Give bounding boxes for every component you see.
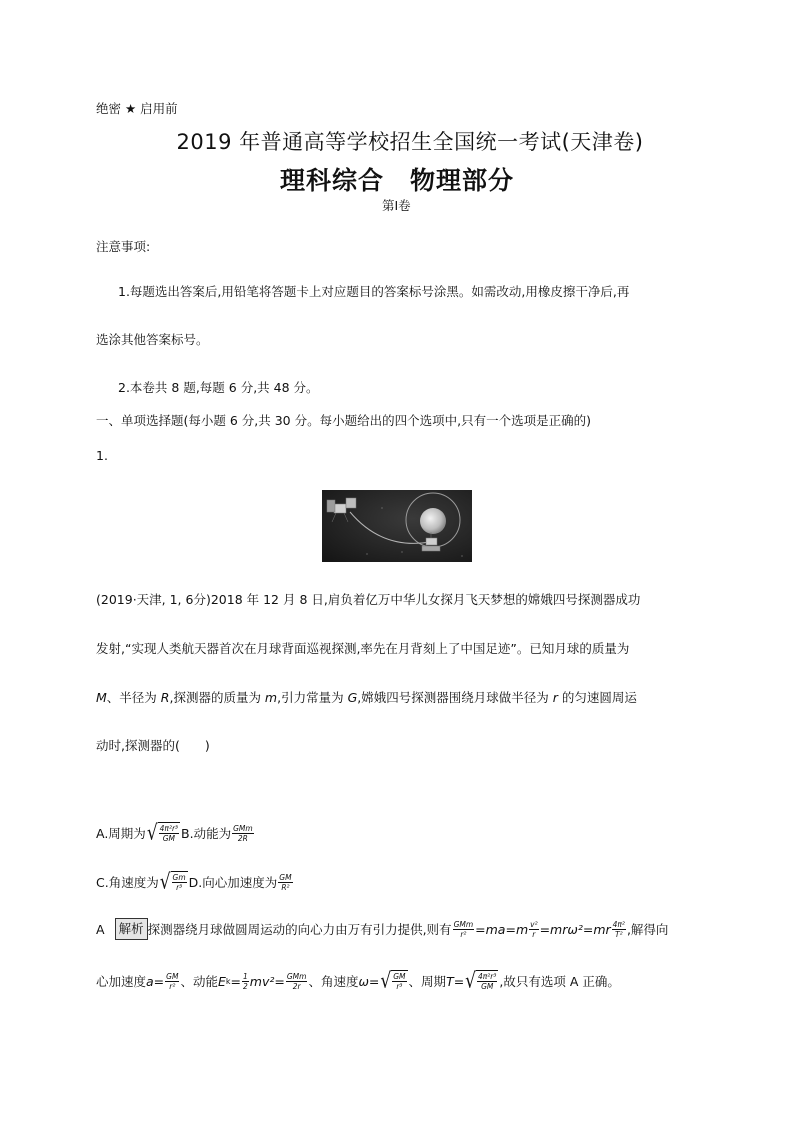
answer-letter: A [96,921,105,937]
lunar-probe-photo [322,490,472,562]
var-G: G [347,690,358,705]
answer-line-1: A 解析 探测器绕月球做圆周运动的向心力由万有引力提供,则有 $\frac{\text{GMm}}{\text{r²}}$ =ma=m $\frac{\text{v²}}{r}$ =mrω²=mr $\frac{\text{4π²}}{\text{T²}}$ ,解得向 [96,919,669,939]
option-c-formula: √ $\frac{Gm}{\text{r³}}$ [159,869,186,895]
note-item-2: 2.本卷共 8 题,每题 6 分,共 48 分。 [118,380,319,395]
option-d-label: D.向心加速度为 [188,875,278,890]
analysis-tag: 解析 [115,918,148,940]
question-stem-line-4: 动时,探测器的( ) [96,738,210,753]
var-r: r [552,690,558,705]
lunar-probe-illustration [322,490,472,562]
answer-line-2: 心加速度 a= $\frac{GM}{\text{r²}}$ 、动能 E k = $\frac{1}{2}$ mv²= $\frac{\text{GMm}}{2r}$ 、角速度 ω= √ $\frac{GM}{\text{r³}}$ 、周期 T= √ $\frac{\text{4π²r³}}{GM}$ ,故只有选项 A 正确。 [96,968,620,994]
option-b-formula: $\frac{\text{GMm}}{2R}$ [233,823,253,843]
question-number: 1. [96,448,108,463]
note-item-1-line-2: 选涂其他答案标号。 [96,332,209,347]
exam-subtitle: 理科综合 物理部分 [279,166,514,195]
var-R: R [160,690,170,705]
section-heading: 一、单项选择题(每小题 6 分,共 30 分。每小题给出的四个选项中,只有一个选项是正确的) [96,413,591,428]
option-b-label: B.动能为 [181,826,232,841]
volume-label: 第Ⅰ卷 [382,198,411,213]
option-a-formula: √ $\frac{\text{4π²r³}}{GM}$ [146,820,179,846]
option-c-label: C.角速度为 [96,875,159,890]
question-stem-line-1: (2019·天津, 1, 6分)2018 年 12 月 8 日,肩负着亿万中华儿女探月飞天梦想的嫦娥四号探测器成功 [96,592,641,607]
notes-heading: 注意事项: [96,239,151,254]
option-d-formula: $\frac{GM}{\text{R²}}$ [279,872,292,892]
exam-title: 2019 年普通高等学校招生全国统一考试(天津卷) [176,130,644,154]
options-c-d [96,871,294,893]
options-a-b [96,822,255,844]
note-item-1-line-1: 1.每题选出答案后,用铅笔将答题卡上对应题目的答案标号涂黑。如需改动,用橡皮擦干净后,再 [118,284,630,299]
var-m: m [264,690,278,705]
confidential-label: 绝密 ★ 启用前 [96,101,178,116]
question-stem-line-3: M、半径为 R,探测器的质量为 m,引力常量为 G,嫦娥四号探测器围绕月球做半径为 r 的匀速圆周运 [96,690,637,705]
option-a-label: A.周期为 [96,826,146,841]
question-stem-line-2: 发射,“实现人类航天器首次在月球背面巡视探测,率先在月背刻上了中国足迹”。已知月球的质量为 [96,641,630,656]
var-M: M [96,690,107,705]
